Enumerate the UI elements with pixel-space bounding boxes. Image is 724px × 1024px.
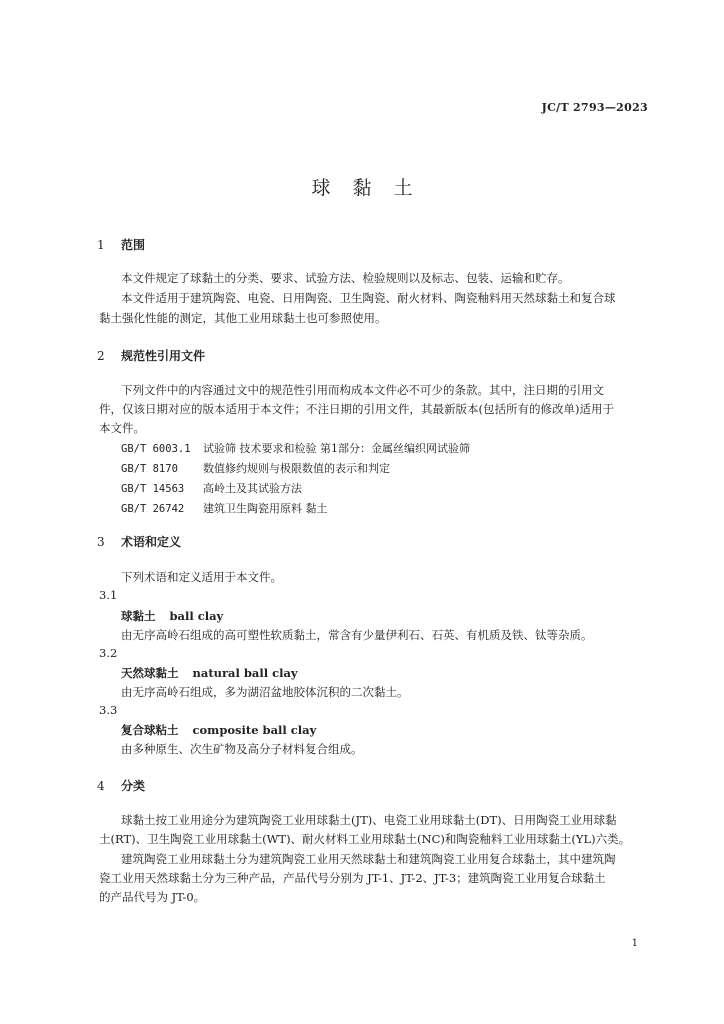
reference-code: GB/T 14563 <box>121 483 185 495</box>
reference-code: GB/T 6003.1 <box>121 443 191 455</box>
term-entry <box>121 608 223 624</box>
reference-title: 数值修约规则与极限数值的表示和判定 <box>203 462 390 475</box>
section-number: 4 <box>97 779 105 793</box>
reference-title: 试验筛 技术要求和检验 第1部分：金属丝编织网试验筛 <box>203 442 470 455</box>
section-3-heading <box>97 533 181 550</box>
reference-item <box>121 440 470 456</box>
paragraph-line: 件，仅该日期对应的版本适用于本文件；不注日期的引用文件，其最新版本(包括所有的修改单)适用于 <box>99 402 614 416</box>
section-title: 范围 <box>121 238 146 252</box>
section-4-heading <box>97 777 145 794</box>
term-zh: 天然球黏土 <box>121 666 179 680</box>
section-number: 1 <box>97 238 105 252</box>
paragraph-line: 本文件规定了球黏土的分类、要求、试验方法、检验规则以及标志、包装、运输和贮存。 <box>121 271 570 285</box>
term-definition: 由多种原生、次生矿物及高分子材料复合组成。 <box>121 742 363 756</box>
clause-number: 3.2 <box>99 646 118 660</box>
reference-code: GB/T 8170 <box>121 463 178 475</box>
term-en: ball clay <box>169 609 224 623</box>
section-title: 规范性引用文件 <box>121 349 206 363</box>
section-number: 2 <box>97 349 105 363</box>
reference-title: 高岭土及其试验方法 <box>203 482 302 495</box>
paragraph-line: 球黏土按工业用途分为建筑陶瓷工业用球黏土(JT)、电瓷工业用球黏土(DT)、日用陶瓷工业用球黏 <box>121 813 617 827</box>
reference-item <box>121 460 390 476</box>
section-title: 术语和定义 <box>121 535 182 549</box>
section-2-heading <box>97 347 205 364</box>
paragraph-line: 土(RT)、卫生陶瓷工业用球黏土(WT)、耐火材料工业用球黏土(NC)和陶瓷釉料工业用球黏土(YL)六类。 <box>99 832 631 846</box>
section-title: 分类 <box>121 779 146 793</box>
paragraph-line: 建筑陶瓷工业用球黏土分为建筑陶瓷工业用天然球黏土和建筑陶瓷工业用复合球黏土，其中建筑陶 <box>121 852 616 866</box>
paragraph-line: 本文件。 <box>99 421 145 435</box>
section-number: 3 <box>97 535 105 549</box>
reference-item <box>121 500 328 516</box>
term-definition: 由无序高岭石组成的高可塑性软质黏土，常含有少量伊利石、石英、有机质及铁、钛等杂质。 <box>121 628 593 642</box>
clause-number: 3.1 <box>99 588 118 602</box>
paragraph-line: 瓷工业用天然球黏土分为三种产品，产品代号分别为 JT-1、JT-2、JT-3；建筑陶瓷工业用复合球黏土 <box>99 871 606 885</box>
term-zh: 复合球粘土 <box>121 723 179 737</box>
term-entry <box>121 722 316 738</box>
reference-title: 建筑卫生陶瓷用原料 黏土 <box>203 502 328 515</box>
term-en: natural ball clay <box>192 666 298 680</box>
term-entry <box>121 665 298 681</box>
clause-number: 3.3 <box>99 703 118 717</box>
document-title: 球黏土 <box>311 177 435 199</box>
paragraph-line: 黏土强化性能的测定，其他工业用球黏土也可参照使用。 <box>99 311 387 325</box>
paragraph-line: 本文件适用于建筑陶瓷、电瓷、日用陶瓷、卫生陶瓷、耐火材料、陶瓷釉料用天然球黏土和复合球 <box>121 291 616 305</box>
reference-code: GB/T 26742 <box>121 503 185 515</box>
paragraph-line: 下列术语和定义适用于本文件。 <box>121 570 282 584</box>
section-1-heading <box>97 236 145 253</box>
standard-number: JC/T 2793—2023 <box>541 101 648 114</box>
paragraph-line: 下列文件中的内容通过文中的规范性引用而构成本文件必不可少的条款。其中，注日期的引用文 <box>121 383 604 397</box>
term-zh: 球黏土 <box>121 609 156 623</box>
term-en: composite ball clay <box>192 723 317 737</box>
reference-item <box>121 480 302 496</box>
term-definition: 由无序高岭石组成，多为湖沼盆地胶体沉积的二次黏土。 <box>121 685 409 699</box>
paragraph-line: 的产品代号为 JT-0。 <box>99 890 206 904</box>
page-number: 1 <box>631 938 638 949</box>
